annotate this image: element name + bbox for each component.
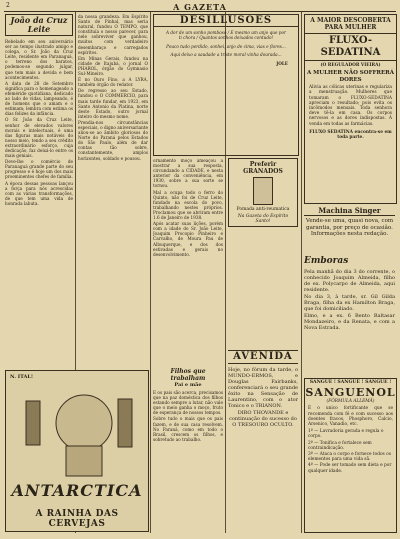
sanguenol-item: 2º — Tonifica e fortalece sem contraindicação. bbox=[308, 440, 372, 451]
article-title-joao: João da Cruz Leite bbox=[5, 14, 73, 36]
antarctica-ad bbox=[5, 370, 149, 532]
poem-verse: Pouco tudo perdido, sonhei, anjo de cima, vias e flores... bbox=[166, 43, 286, 49]
sanguenol-body: É o unico fortificante que se recomenda com fé e com sucesso aos doentes fracos, Phosphoro, Calcio, Arsenico, Vanadio, etc. bbox=[308, 406, 393, 428]
column-2 bbox=[78, 14, 148, 366]
article-paragraph: O Sr. João da Cruz Leite, senhor de elevados valores morais e intelectuais, é uma das figuras mais notáveis do nosso meio, tendo a seu crédito extraordinário esforço, cuja dedicação, faz deixá-lo entre os mais geniais. bbox=[5, 117, 73, 159]
pharmacy-ad-bottom: Na Gazeta do Espírito Santo! bbox=[237, 214, 289, 225]
column-3 bbox=[153, 158, 223, 366]
fluxo-sedatina-ad bbox=[304, 14, 397, 204]
article-paragraph: Em Minas Gerais, fundou na cidade de Itajubá, o jornal O PHAROL, órgão do Gymnasio Sul-Mineiro. bbox=[78, 55, 148, 77]
article-paragraph: A época dessas pessoas lançou a força para nós acrescidas com as várias transformações, de que tem uma vida de honrada labuta. bbox=[5, 180, 73, 206]
figure-icon bbox=[56, 395, 112, 451]
article-paragraph: Rebelado em seu aniversário ser ao tempo ilustrado amigo e colega, o Sr. João da Cruz Leite, residente em Paranaguá, o terreno dos baratos, podemos-se segundo julgar, que tem mais a devida e bem acontecimentos. bbox=[5, 39, 73, 80]
article-paragraph: Prendia-nos circunstâncias especiais, o digno aniversariante aliou-se ao âmbito gloriosos do Norte do Paraná pelos Estados do São Paulo, além de dar contas tão sobre, constantemente, amplos horizontes, soldado e pousou. bbox=[78, 119, 148, 161]
article-paragraph: A data de 28 de Setembro significa para o homenageado a efeméride quotidiana, dedicado ao lado de vidas, lampeando, é de homens que o amam e o estimam; lembra com estima os dias felizes da infância. bbox=[5, 80, 73, 117]
sanguenol-ad bbox=[304, 378, 397, 533]
figure-body-icon bbox=[66, 446, 102, 476]
column-rule bbox=[301, 12, 302, 533]
fluxo-brand: FLUXO-SEDATINA bbox=[305, 33, 396, 61]
avenida-section bbox=[228, 350, 298, 530]
poem-verse: Aqui deixo a saudade a triste moral vinha dourada... bbox=[170, 51, 282, 57]
article-paragraph: No dia 3, à tarde, sr. Gil Gilda Braga, filha da ex Hamilton Braga, que foi domiciliado. bbox=[304, 294, 395, 312]
bottle-icon bbox=[118, 399, 132, 447]
masthead-rule bbox=[4, 11, 396, 12]
avenida-footer: DIRO THOVANDE e continuação do sucesso do O TRESOURO OCULTO. bbox=[229, 410, 297, 428]
filhos-section bbox=[153, 368, 223, 532]
pharmacy-ad-title: Preferir GRANADOS bbox=[243, 161, 283, 175]
sanguenol-item: 3º — Ataca o corpo e fornece todos os elementos para uma vida sã. bbox=[308, 452, 391, 463]
avenida-body: Hoje, no fórum da tarde, o MUNDO-ERMOS, e Douglas Fairbanks, conferenciará o seu grande êxito na Sensação de Laurentino, com o ator Tonico e o TRIANON. bbox=[228, 367, 298, 409]
article-paragraph: Após acatar suas lições, porém com a idade do Sr. João Leite, Joaquim Procopio Pinheiro e Carvalho, de Moura Pau de Albuquerque, e dos dos estivadas e gerais no desenvolvimento. bbox=[153, 221, 223, 257]
article-paragraph: Sobre tudo o mais que os pais fazem, e de sua casa resolvem. No Paraná, como em todo o Brasil, crescem os filhos, e sobretudo ao trabalho. bbox=[153, 416, 223, 442]
avenida-title: AVENIDA bbox=[228, 350, 298, 364]
antarctica-brand: ANTARCTICA bbox=[11, 481, 143, 500]
fluxo-body: Alivia as cólicas uterinas e regulariza a menstruação. Mulheres que tomaram o FLUXO-SEDATINA apreciam o resultado; pois evita os incômodos mensais. Toda senhora deve tê-la em casa. Os corpos nervosos e as dores indispostas. À venda em todas as farmácias. bbox=[309, 85, 392, 127]
poem-author: JOLE bbox=[276, 61, 288, 67]
page-number: 2 bbox=[6, 2, 10, 9]
article-paragraph: De regresso ao seu Estado, fundou o O COMMERCIO, para mais tarde fundar, em 1923, em Santo Antonio da Platina, norte deste Estado, outro jornal inteiro do mesmo nome. bbox=[78, 88, 148, 119]
antarctica-label: N. ITAL! bbox=[10, 374, 34, 380]
fluxo-line1: A MULHER NÃO SOFFRERÁ DORES bbox=[307, 70, 394, 83]
singer-ad bbox=[304, 206, 395, 254]
fluxo-footer: FLUXO SEDATINA encontra-se em toda parte. bbox=[309, 129, 392, 141]
article-paragraph: E os pais são acerca, precisamos que na paz doméstica dos filhos estando sempre a lutar, não vale que o meio ganha o moço, fruto de esperança de nossos tempos. bbox=[153, 390, 223, 416]
article-paragraph: Elmo, e a ex. 6 Bento Baltasar Mondazeiro, e da Renata, e com a Nova Estrada. bbox=[304, 313, 395, 331]
pharmacy-ad-line: Pomada anti-reumatica bbox=[236, 207, 290, 212]
poem-title: DESILLUSÕES bbox=[154, 15, 298, 27]
bottle-icon bbox=[26, 401, 40, 445]
newspaper-title: A GAZETA bbox=[173, 2, 227, 12]
sanguenol-sub: (FÓRMULA ALLEMÃ) bbox=[326, 399, 375, 405]
antarctica-slogan: A RAINHA DAS CERVEJAS bbox=[35, 509, 119, 529]
singer-body: Vende-se uma, quasi nova, com garantia, por preço de ocasião. Informações nesta redação. bbox=[305, 218, 394, 237]
antarctica-illustration bbox=[6, 371, 148, 531]
singer-title: Machina Singer bbox=[304, 206, 395, 216]
emboras-section bbox=[304, 256, 395, 376]
sanguenol-item: 1º — Lavradoria gerada e regula o corpo. bbox=[308, 429, 384, 440]
sanguenol-item: 4º — Pode ser tomado sem dieta e por qualquer idade. bbox=[308, 463, 392, 474]
emboras-title: Emboras bbox=[304, 256, 349, 266]
bottle-icon bbox=[253, 177, 273, 205]
fluxo-sub: (O REGULADOR VIEIRA) bbox=[320, 63, 381, 68]
fluxo-top: A MAIOR DESCOBERTA PARA MULHER bbox=[310, 17, 391, 31]
column-1 bbox=[5, 14, 73, 366]
poem-box bbox=[153, 14, 299, 156]
article-paragraph: Mal a ocupa todo o ferro do Quinto, não foi de Cruz Leite, fundado na escola do povo, trabalhando nestes próprios. Proclamou que se abriram entre 1.6 de Janeiro de 1938. bbox=[153, 189, 223, 221]
article-paragraph: da nossa grandeza. Em Espírito Santo de Pinhal, mas seria natural, fundou O TEMPO, que constituía o nosso parecer, para nele sobreviver que ganhou, muitos com verdadeiro desembaraço e carregados espíritos. bbox=[78, 14, 148, 55]
pharmacy-ad bbox=[228, 158, 298, 227]
article-paragraph: É no Ouro Fino, a A LYRA, também órgão do redator. bbox=[78, 77, 148, 88]
article-paragraph: Pela manhã do dia 3 do corrente, o conhecido Joaquim Almeida, filho de ex. Polycarpo de Almeida, aqui residente. bbox=[304, 269, 395, 293]
column-4-upper bbox=[228, 158, 298, 266]
column-rule bbox=[150, 12, 151, 533]
article-paragraph: ornamento moço ameaçou a mostrar a sua resposta, circundando a CIDADE, e nesta anterior da conveniência, em 1930, sobre a sua sorte se tornou. bbox=[153, 158, 223, 189]
article-paragraph: Deve-lhe o comércio de Paranaguá grande parte do seu progresso e é hoje um dos mais proeminentes chefes de família. bbox=[5, 159, 73, 180]
sanguenol-brand: SANGUENOL bbox=[305, 386, 396, 400]
filhos-subtitle: Pai e mãe bbox=[174, 382, 202, 388]
sanguenol-top: SANGUE ! SANGUE ! SANGUE ! bbox=[309, 380, 392, 385]
poem-verse: A dor de um sonho pomboso / E mesmo um anjo que por ti chora / Quantos sonhos deixados contudo! bbox=[166, 30, 286, 41]
filhos-title: Filhos que trabalham bbox=[170, 368, 206, 382]
